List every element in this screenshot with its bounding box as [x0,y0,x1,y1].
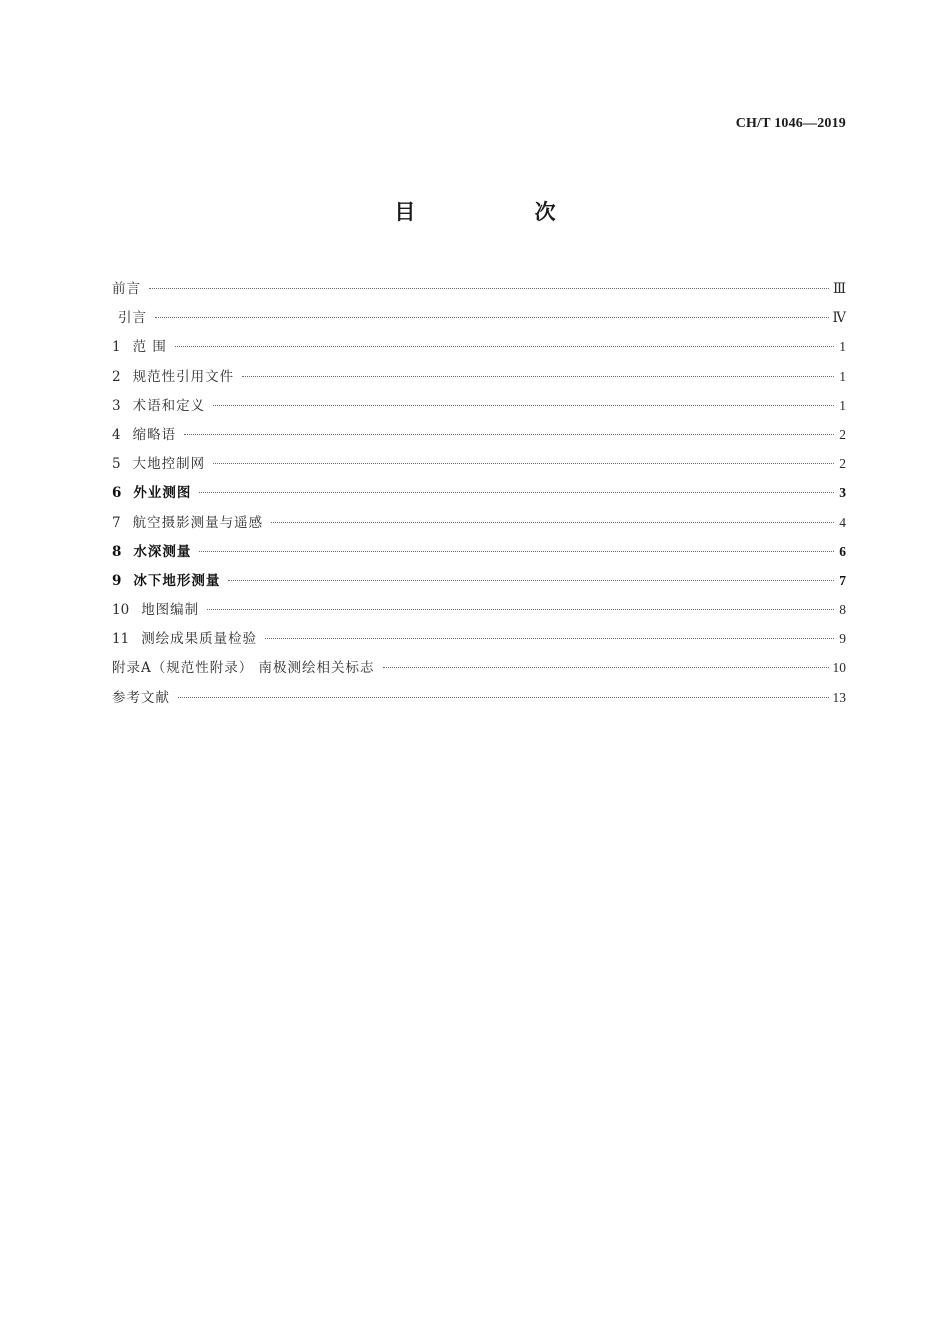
toc-entry-page: 4 [839,514,846,530]
toc-entry-bathymetry[interactable] [112,537,846,566]
toc-entry-number: 10 [112,602,130,619]
toc-title: 目 次 [394,199,612,224]
toc-entry-page: 10 [832,660,846,676]
dot-leader [175,346,834,347]
toc-entry-page: 1 [839,368,846,384]
toc-entry-label: 航空摄影测量与遥感 [132,514,264,531]
toc-entry-introduction[interactable] [112,303,846,332]
toc-entry-label: 缩略语 [132,426,177,443]
toc-entry-page: 3 [839,485,846,501]
toc-entry-scope[interactable] [112,332,846,361]
toc-entry-page: 8 [839,602,846,618]
toc-entry-foreword[interactable] [112,274,846,303]
toc-entry-label: 术语和定义 [132,397,206,414]
toc-entry-label: 测绘成果质量检验 [141,631,258,648]
toc-entry-label: 引言 [118,310,147,327]
dot-leader [242,376,834,377]
dot-leader [184,434,834,435]
toc-entry-number: 1 [112,339,121,356]
toc-entry-terms[interactable] [112,391,846,420]
toc-entry-label: 附录A（规范性附录） 南极测绘相关标志 [112,660,375,677]
toc-entry-normative-references[interactable] [112,362,846,391]
toc-entry-page: 9 [839,631,846,647]
toc-entry-label: 大地控制网 [132,456,206,473]
toc-entry-page: 1 [839,339,846,355]
toc-entry-page: Ⅲ [832,281,846,296]
dot-leader [383,667,829,668]
dot-leader [213,463,834,464]
dot-leader [228,580,834,581]
toc-entry-number: 8 [112,543,122,560]
toc-entry-page: 7 [839,572,846,588]
toc-entry-number: 9 [112,572,122,589]
toc-entry-number: 5 [112,456,121,473]
toc-entry-number: 7 [112,514,121,531]
toc-entry-label: 地图编制 [141,602,200,619]
toc-entry-label: 外业测图 [133,485,192,502]
toc-entry-subglacial-topography[interactable] [112,566,846,595]
toc-entry-label: 冰下地形测量 [133,572,221,589]
toc-entry-page: 2 [839,426,846,442]
toc-entry-number: 6 [112,485,122,502]
toc-entry-bibliography[interactable] [112,683,846,712]
toc-entry-page: 1 [839,397,846,413]
toc-entry-page: 13 [832,689,846,705]
dot-leader [155,317,829,318]
toc-entry-label: 水深测量 [133,543,192,560]
dot-leader [207,609,834,610]
toc-entry-label: 前言 [112,281,141,297]
toc-entry-number: 4 [112,426,121,443]
toc-entry-page: Ⅳ [832,310,846,326]
toc-entry-appendix-a[interactable] [112,653,846,682]
standard-code: CH/T 1046—2019 [735,116,846,131]
dot-leader [149,288,829,289]
toc-entry-number: 11 [112,631,130,648]
toc-entry-field-mapping[interactable] [112,478,846,507]
toc-entry-page: 2 [839,456,846,472]
toc-entry-abbreviations[interactable] [112,420,846,449]
dot-leader [199,492,834,493]
toc-entry-map-compilation[interactable] [112,595,846,624]
toc-entry-label: 范 围 [132,339,167,356]
toc-entry-quality-inspection[interactable] [112,624,846,653]
toc-entry-number: 3 [112,397,121,414]
dot-leader [178,697,829,698]
table-of-contents [112,274,846,712]
toc-entry-photogrammetry[interactable] [112,508,846,537]
dot-leader [271,522,834,523]
dot-leader [265,638,834,639]
dot-leader [213,405,834,406]
dot-leader [199,551,834,552]
toc-entry-geodetic-network[interactable] [112,449,846,478]
toc-entry-label: 参考文献 [112,689,170,706]
toc-entry-number: 2 [112,368,121,385]
toc-entry-page: 6 [839,543,846,559]
toc-entry-label: 规范性引用文件 [132,368,235,385]
